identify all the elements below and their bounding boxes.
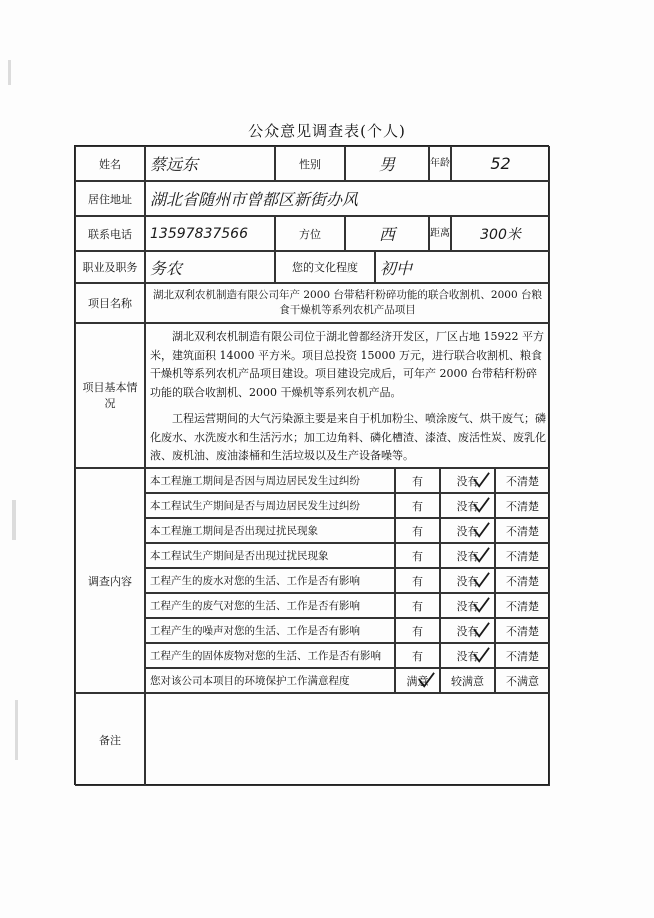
direction-label: 方位 [275,216,345,251]
survey-label: 调查内容 [75,468,145,693]
survey-option[interactable]: 不清楚 [495,493,550,518]
survey-option[interactable]: 有 [395,468,440,493]
survey-question: 本工程施工期间是否因与周边居民发生过纠纷 [145,468,395,493]
project-info-cell [145,323,550,468]
checkmark-icon [472,471,490,489]
survey-option[interactable]: 不清楚 [495,568,550,593]
survey-question: 您对该公司本项目的环境保护工作满意程度 [145,668,395,693]
survey-option[interactable]: 没有 [440,518,495,543]
checkmark-icon [472,621,490,639]
survey-option[interactable]: 不清楚 [495,543,550,568]
survey-option[interactable]: 有 [395,568,440,593]
distance-value: 300米 [451,216,550,251]
survey-option[interactable]: 不清楚 [495,593,550,618]
phone-value: 13597837566 [145,216,275,251]
remarks-label: 备注 [75,693,145,786]
survey-option[interactable]: 有 [395,543,440,568]
survey-question: 本工程施工期间是否出现过扰民现象 [145,518,395,543]
survey-option[interactable]: 满意 [395,668,440,693]
survey-question: 本工程试生产期间是否与周边居民发生过纠纷 [145,493,395,518]
name-value: 蔡远东 [145,146,275,181]
survey-question: 工程产生的废气对您的生活、工作是否有影响 [145,593,395,618]
survey-option[interactable]: 不清楚 [495,643,550,668]
scan-speck [15,700,18,760]
checkmark-icon [472,646,490,664]
checkmark-icon [472,571,490,589]
project-info-paragraph-1: 湖北双利农机制造有限公司位于湖北曾都经济开发区，厂区占地 15922 平方米，建筑面积 14000 平方米。项目总投资 15000 万元，进行联合收割机、粮食干燥机等系列农机产品项目建设。项目建设完成后，可年产 2000 台带秸秆粉碎功能的联合收割机、2000 干燥机等系列农机产品。 [150,330,544,399]
survey-option[interactable]: 没有 [440,618,495,643]
project-name-value: 湖北双利农机制造有限公司年产 2000 台带秸秆粉碎功能的联合收割机、2000 台粮食干燥机等系列农机产品项目 [145,283,550,323]
survey-option[interactable]: 有 [395,618,440,643]
gender-label: 性别 [275,146,345,181]
project-info-label: 项目基本情况 [75,323,145,468]
survey-option[interactable]: 有 [395,593,440,618]
survey-option[interactable]: 没有 [440,493,495,518]
survey-question: 工程产生的噪声对您的生活、工作是否有影响 [145,618,395,643]
education-label: 您的文化程度 [275,251,375,283]
direction-value: 西 [345,216,429,251]
survey-option[interactable]: 没有 [440,468,495,493]
project-info-paragraph-2: 工程运营期间的大气污染源主要是来自于机加粉尘、喷涂废气、烘干废气；磷化废水、水洗废水和生活污水；加工边角料、磷化槽渣、漆渣、废活性炭、废乳化液、废机油、废油漆桶和生活垃圾以及生产设备噪等。 [150,412,546,462]
name-label: 姓名 [75,146,145,181]
form-title: 公众意见调查表(个人) [248,122,406,140]
survey-rows [145,468,550,693]
survey-table [74,145,549,785]
checkmark-icon [472,521,490,539]
phone-label: 联系电话 [75,216,145,251]
survey-option[interactable]: 不清楚 [495,468,550,493]
scan-speck [12,500,16,540]
survey-option[interactable]: 没有 [440,643,495,668]
survey-option[interactable]: 没有 [440,593,495,618]
occupation-label: 职业及职务 [75,251,145,283]
distance-label: 距离 [429,216,451,251]
survey-option[interactable]: 较满意 [440,668,495,693]
checkmark-icon [472,546,490,564]
survey-option[interactable]: 不满意 [495,668,550,693]
address-label: 居住地址 [75,181,145,216]
survey-option[interactable]: 没有 [440,568,495,593]
remarks-value [145,693,550,786]
survey-option[interactable]: 没有 [440,543,495,568]
age-value: 52 [451,146,550,181]
checkmark-icon [472,596,490,614]
age-label: 年龄 [429,146,451,181]
survey-option[interactable]: 不清楚 [495,618,550,643]
survey-option[interactable]: 有 [395,518,440,543]
survey-option[interactable]: 有 [395,643,440,668]
checkmark-icon [472,496,490,514]
survey-question: 工程产生的废水对您的生活、工作是否有影响 [145,568,395,593]
checkmark-icon [417,671,435,689]
project-name-label: 项目名称 [75,283,145,323]
survey-question: 工程产生的固体废物对您的生活、工作是否有影响 [145,643,395,668]
survey-question: 本工程试生产期间是否出现过扰民现象 [145,543,395,568]
survey-option[interactable]: 有 [395,493,440,518]
occupation-value: 务农 [145,251,275,283]
address-value: 湖北省随州市曾都区新街办风 [145,181,550,216]
survey-option[interactable]: 不清楚 [495,518,550,543]
gender-value: 男 [345,146,429,181]
scan-speck [8,60,11,85]
education-value: 初中 [375,251,550,283]
